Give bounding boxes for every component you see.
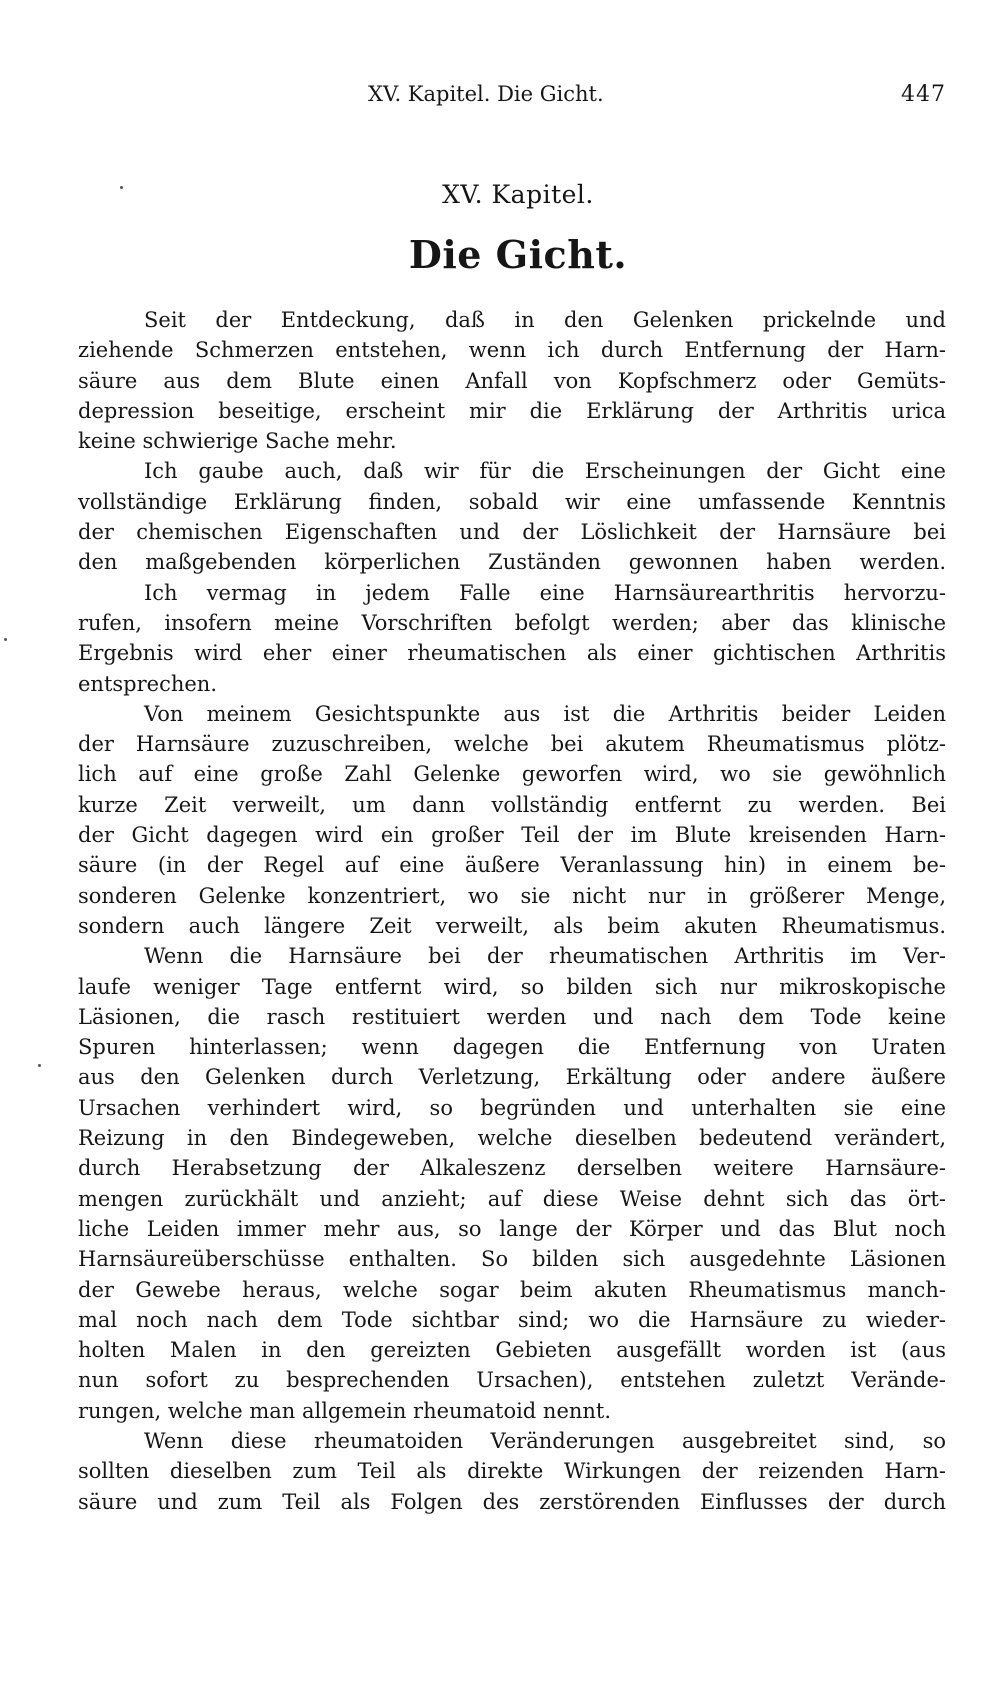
text-line: rufen, insofern meine Vorschriften befolgt werden; aber das klinische [78,610,946,635]
text-line: sondern auch längere Zeit verweilt, als beim akuten Rheumatismus. [78,913,946,938]
text-line: Wenn die Harnsäure bei der rheumatischen Arthritis im Ver- [144,944,946,969]
text-line: säure (in der Regel auf eine äußere Veranlassung hin) in einem be- [78,853,946,878]
text-line: durch Herabsetzung der Alkaleszenz derselben weitere Harnsäure- [78,1156,946,1181]
text-line: rungen, welche man allgemein rheumatoid nennt. [78,1398,612,1423]
text-line: vollständige Erklärung finden, sobald wir eine umfassende Kenntnis [78,489,946,514]
text-line: säure und zum Teil als Folgen des zerstörenden Einflusses der durch [78,1489,946,1514]
body-text [78,305,946,1517]
text-line: Wenn diese rheumatoiden Veränderungen ausgebreitet sind, so [144,1428,946,1453]
text-line: Ursachen verhindert wird, so begründen und unterhalten sie eine [78,1095,946,1120]
text-line: der Gewebe heraus, welche sogar beim akuten Rheumatismus manch- [78,1277,946,1302]
text-line: holten Malen in den gereizten Gebieten ausgefällt worden ist (aus [78,1338,946,1363]
text-line: laufe weniger Tage entfernt wird, so bilden sich nur mikroskopische [78,974,946,999]
text-line: kurze Zeit verweilt, um dann vollständig entfernt zu werden. Bei [78,792,946,817]
text-line: entsprechen. [78,671,217,696]
text-line: Reizung in den Bindegeweben, welche dieselben bedeutend verändert, [78,1126,946,1151]
text-line: aus den Gelenken durch Verletzung, Erkältung oder andere äußere [78,1065,946,1090]
text-line: ziehende Schmerzen entstehen, wenn ich durch Entfernung der Harn- [78,338,946,363]
text-line: liche Leiden immer mehr aus, so lange der Körper und das Blut noch [78,1216,946,1241]
text-line: der chemischen Eigenschaften und der Löslichkeit der Harnsäure bei [78,520,946,545]
scan-speck [38,1064,41,1067]
text-line: Von meinem Gesichtspunkte aus ist die Arthritis beider Leiden [144,701,946,726]
running-head [78,82,946,114]
text-line: Ich gaube auch, daß wir für die Erscheinungen der Gicht eine [144,459,946,484]
text-line: der Harnsäure zuzuschreiben, welche bei akutem Rheumatismus plötz- [78,732,946,757]
page-number: 447 [901,82,946,107]
text-line: depression beseitige, erscheint mir die Erklärung der Arthritis urica [78,398,946,423]
text-line: Harnsäureüberschüsse enthalten. So bilden sich ausgedehnte Läsionen [78,1247,946,1272]
text-line: sonderen Gelenke konzentriert, wo sie nicht nur in größerer Menge, [78,883,946,908]
text-line: mengen zurückhält und anzieht; auf diese Weise dehnt sich das ört- [78,1186,946,1211]
text-line: mal noch nach dem Tode sichtbar sind; wo die Harnsäure zu wieder- [78,1307,946,1332]
text-line: der Gicht dagegen wird ein großer Teil der im Blute kreisenden Harn- [78,823,946,848]
chapter-title: Die Gicht. [408,232,628,277]
text-line: Ich vermag in jedem Falle eine Harnsäurearthritis hervorzu- [144,580,946,605]
text-line: den maßgebenden körperlichen Zuständen gewonnen haben werden. [78,550,946,575]
text-line: nun sofort zu besprechenden Ursachen), entstehen zuletzt Verände- [78,1368,946,1393]
text-line: säure aus dem Blute einen Anfall von Kopfschmerz oder Gemüts- [78,368,946,393]
running-head-title: XV. Kapitel. Die Gicht. [368,82,604,106]
chapter-label: XV. Kapitel. [442,180,594,209]
text-line: lich auf eine große Zahl Gelenke geworfen wird, wo sie gewöhnlich [78,762,946,787]
text-line: Ergebnis wird eher einer rheumatischen als einer gichtischen Arthritis [78,641,946,666]
scan-speck [4,638,7,641]
text-line: Läsionen, die rasch restituiert werden und nach dem Tode keine [78,1004,946,1029]
text-line: Seit der Entdeckung, daß in den Gelenken prickelnde und [144,308,946,332]
scan-speck [120,186,123,189]
text-line: keine schwierige Sache mehr. [78,429,397,454]
text-line: sollten dieselben zum Teil als direkte Wirkungen der reizenden Harn- [78,1459,946,1484]
text-line: Spuren hinterlassen; wenn dagegen die Entfernung von Uraten [78,1035,946,1060]
